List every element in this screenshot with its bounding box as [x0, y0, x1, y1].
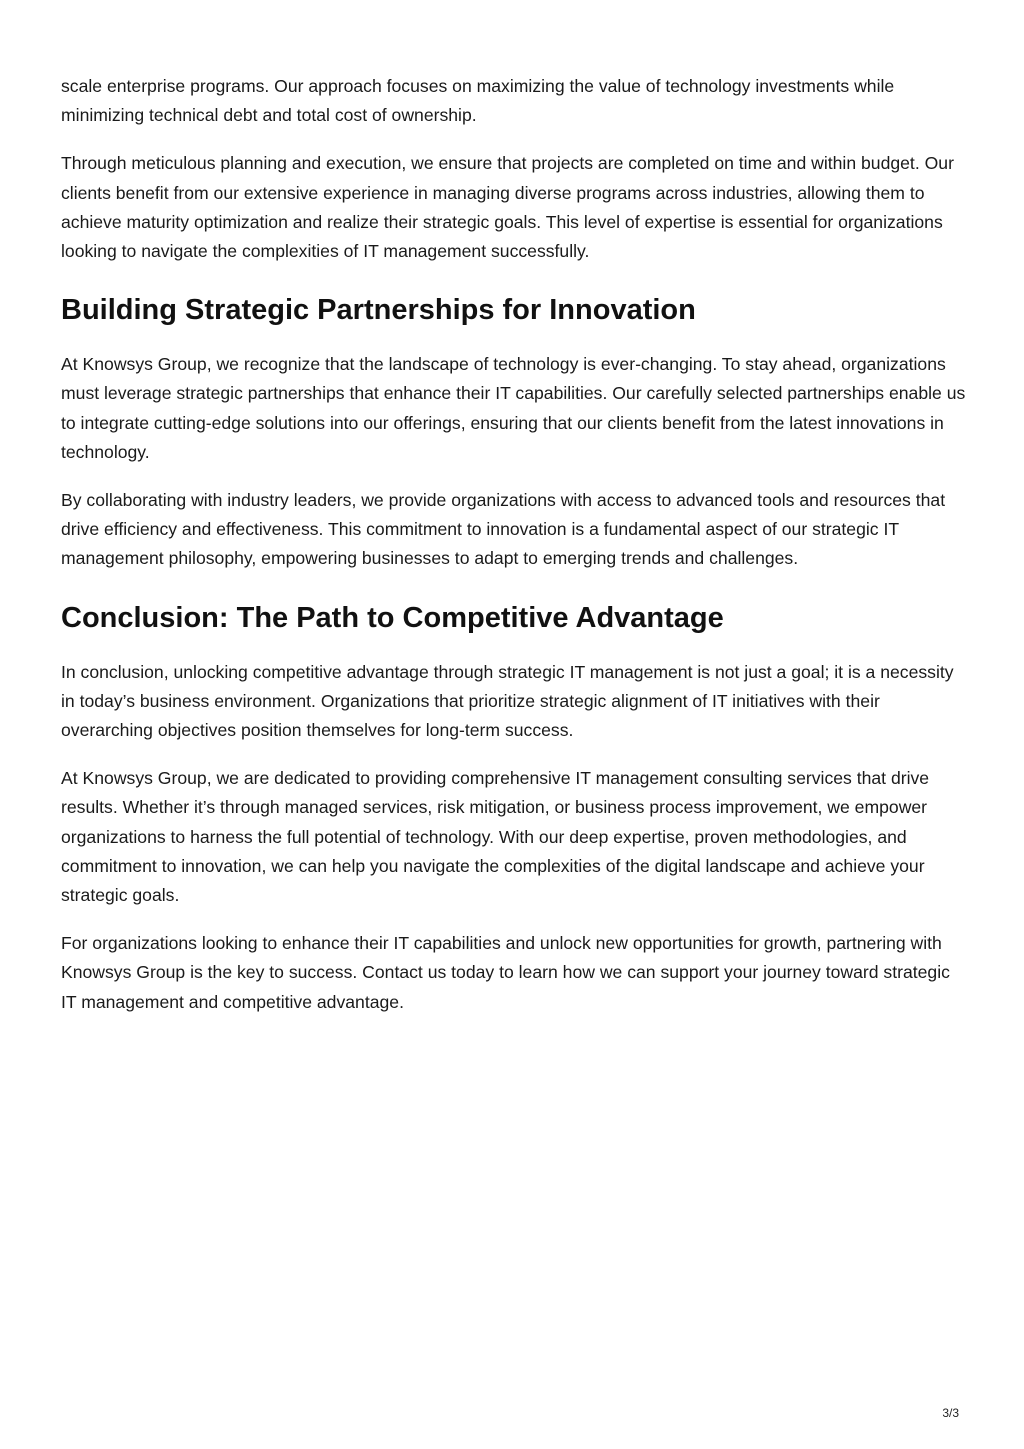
conclusion-paragraph-3: For organizations looking to enhance their IT capabilities and unlock new opportunities for growth, partnering with Knowsys Group is the key to success. Contact us today to learn how we can support your journey toward strategic IT management and competitive advantage.	[61, 933, 950, 1012]
partnerships-paragraph-1: At Knowsys Group, we recognize that the landscape of technology is ever-changing. To stay ahead, organizations must leverage strategic partnerships that enhance their IT capabilities. Our carefully selected partnerships enable us to integrate cutting-edge solutions into our offerings, ensuring that our clients benefit from the latest innovations in technology.	[61, 354, 966, 462]
page-number: 3/3	[942, 1406, 959, 1420]
partnerships-paragraph-2: By collaborating with industry leaders, we provide organizations with access to advanced tools and resources that drive efficiency and effectiveness. This commitment to innovation is a fundamental aspect of our strategic IT management philosophy, empowering businesses to adapt to emerging trends and challenges.	[61, 490, 946, 569]
intro-paragraph-2: Through meticulous planning and execution, we ensure that projects are completed on time and within budget. Our clients benefit from our extensive experience in managing diverse programs across industries, allowing them to achieve maturity optimization and realize their strategic goals. This level of expertise is essential for organizations looking to navigate the complexities of IT management successfully.	[61, 153, 954, 262]
conclusion-paragraph-1: In conclusion, unlocking competitive advantage through strategic IT management is not just a goal; it is a necessity in today’s business environment. Organizations that prioritize strategic alignment of IT initiatives with their overarching objectives position themselves for long-term success.	[61, 661, 954, 741]
conclusion-paragraph-2: At Knowsys Group, we are dedicated to providing comprehensive IT management consulting services that drive results. Whether it’s through managed services, risk mitigation, or business process improvement, we empower organizations to harness the full potential of technology. With our deep expertise, proven methodologies, and commitment to innovation, we can help you navigate the complexities of the digital landscape and achieve your strategic goals.	[61, 768, 930, 906]
intro-paragraph-1: scale enterprise programs. Our approach focuses on maximizing the value of technology investments while minimizing technical debt and total cost of ownership.	[61, 76, 895, 126]
conclusion-heading: Conclusion: The Path to Competitive Advantage	[61, 601, 724, 634]
document-page	[61, 72, 966, 1036]
partnerships-heading: Building Strategic Partnerships for Innovation	[61, 294, 696, 327]
